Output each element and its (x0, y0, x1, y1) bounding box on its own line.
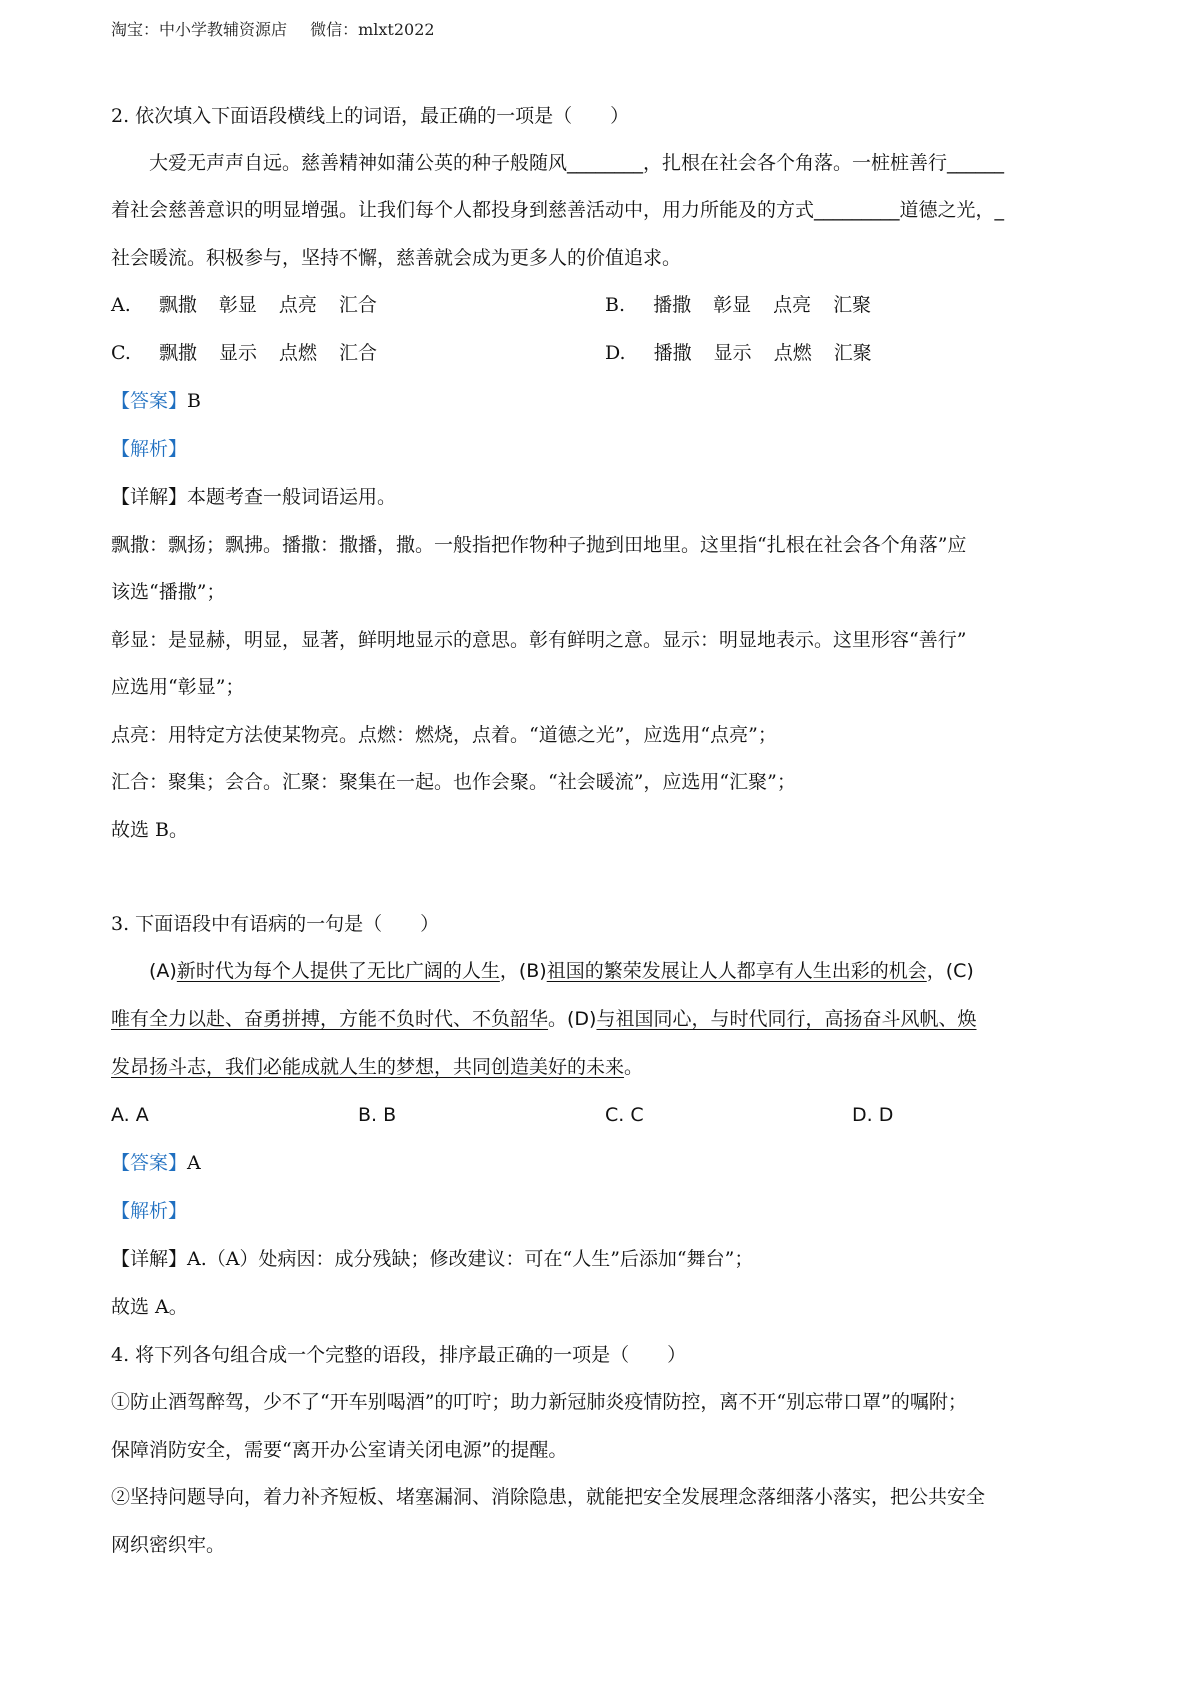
q3-detail: 【详解】A.（A）处病因：成分残缺；修改建议：可在“人生”后添加“舞台”； (111, 1248, 754, 1270)
q3-option-b: B. B (358, 1104, 397, 1126)
q4-stem: 4. 将下列各句组合成一个完整的语段，排序最正确的一项是（ ） (111, 1344, 687, 1366)
q2-option-c: C. 飘撒 显示 点燃 汇合 (111, 342, 378, 364)
q2-option-d: D. 播撒 显示 点燃 汇聚 (605, 342, 872, 364)
q3-option-d: D. D (852, 1104, 894, 1126)
sentence-b: 祖国的繁荣发展让人人都享有人生出彩的机会 (546, 960, 927, 982)
q3-passage-line: 发昂扬斗志，我们必能成就人生的梦想，共同创造美好的未来。 (111, 1056, 644, 1078)
answer-value: B (187, 390, 201, 412)
sentence-d-cont: 发昂扬斗志，我们必能成就人生的梦想，共同创造美好的未来 (111, 1056, 625, 1078)
shop-name: 淘宝：中小学教辅资源店 (111, 20, 288, 39)
q3-stem: 3. 下面语段中有语病的一句是（ ） (111, 913, 440, 935)
q2-explain-line: 应选用“彰显”； (111, 676, 245, 698)
answer-tag: 【答案】 (111, 390, 188, 412)
detail-tag: 【详解】 (111, 1248, 188, 1270)
q3-analysis-tag: 【解析】 (111, 1200, 188, 1222)
q2-explain-line: 飘撒：飘扬；飘拂。播撒：撒播，撒。一般指把作物种子抛到田地里。这里指“扎根在社会各个角落”应 (111, 534, 967, 556)
q3-conclusion: 故选 A。 (111, 1296, 188, 1318)
q2-answer (111, 387, 201, 415)
q2-passage-line: 社会暖流。积极参与，坚持不懈，慈善就会成为更多人的价值追求。 (111, 247, 682, 269)
q4-line: ①防止酒驾醉驾，少不了“开车别喝酒”的叮咛；助力新冠肺炎疫情防控，离不开“别忘带口罩”的嘱附； (111, 1391, 967, 1413)
q2-passage-line: 大爱无声声自远。慈善精神如蒲公英的种子般随风________，扎根在社会各个角落。一桩桩善行______ (149, 152, 1005, 174)
page-header (111, 16, 435, 44)
sentence-a: 新时代为每个人提供了无比广阔的人生 (176, 960, 500, 982)
q4-line: 网织密织牢。 (111, 1534, 226, 1556)
q4-line: ②坚持问题导向，着力补齐短板、堵塞漏洞、消除隐患，就能把安全发展理念落细落小落实，把公共安全 (111, 1486, 986, 1508)
q2-explain-line: 彰显：是显赫，明显，显著，鲜明地显示的意思。彰有鲜明之意。显示：明显地表示。这里形容“善行” (111, 629, 967, 651)
q2-explain-line: 点亮：用特定方法使某物亮。点燃：燃烧，点着。“道德之光”，应选用“点亮”； (111, 724, 777, 746)
wechat-id: 微信：mlxt2022 (310, 20, 435, 39)
q2-analysis-tag: 【解析】 (111, 438, 188, 460)
q2-explain-line: 故选 B。 (111, 819, 189, 841)
q2-detail: 【详解】本题考查一般词语运用。 (111, 486, 397, 508)
q3-option-c: C. C (605, 1104, 644, 1126)
detail-tag: 【详解】 (111, 486, 188, 508)
q3-option-a: A. A (111, 1104, 149, 1126)
q2-passage-line: 着社会慈善意识的明显增强。让我们每个人都投身到慈善活动中，用力所能及的方式_________道德之光，_ (111, 199, 1005, 221)
q2-explain-line: 汇合：聚集；会合。汇聚：聚集在一起。也作会聚。“社会暖流”，应选用“汇聚”； (111, 771, 796, 793)
q2-option-b: B. 播撒 彰显 点亮 汇聚 (605, 294, 872, 316)
q3-passage-line: 唯有全力以赴、奋勇拼搏，方能不负时代、不负韶华。(D)与祖国同心，与时代同行，高扬奋斗风帆、焕 (111, 1008, 977, 1030)
q2-stem: 2. 依次填入下面语段横线上的词语，最正确的一项是（ ） (111, 105, 630, 127)
q2-option-a: A. 飘撒 彰显 点亮 汇合 (111, 294, 377, 316)
answer-value: A (187, 1152, 201, 1174)
q4-line: 保障消防安全，需要“离开办公室请关闭电源”的提醒。 (111, 1439, 568, 1461)
sentence-d: 与祖国同心，与时代同行，高扬奋斗风帆、焕 (596, 1008, 977, 1030)
answer-tag: 【答案】 (111, 1152, 188, 1174)
q3-passage-line: (A)新时代为每个人提供了无比广阔的人生，(B)祖国的繁荣发展让人人都享有人生出彩的机会，(C) (149, 960, 974, 982)
sentence-c: 唯有全力以赴、奋勇拼搏，方能不负时代、不负韶华 (111, 1008, 549, 1030)
q3-answer (111, 1149, 201, 1177)
q2-explain-line: 该选“播撒”； (111, 581, 226, 603)
